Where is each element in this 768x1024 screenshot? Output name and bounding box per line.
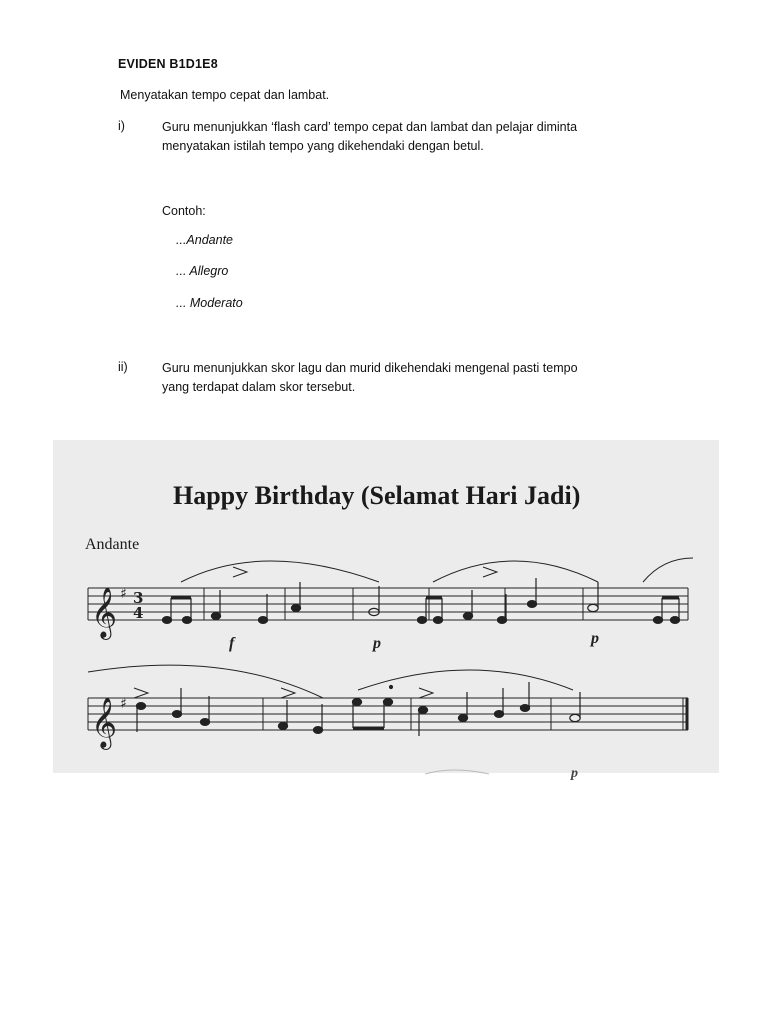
dynamic-forte: f — [229, 635, 235, 652]
example-item-moderato: ... Moderato — [176, 296, 243, 310]
sharp-icon: ♯ — [120, 586, 127, 602]
time-signature-bottom: 4 — [133, 604, 144, 622]
item-2-line-1: Guru menunjukkan skor lagu dan murid dikehendaki mengenal pasti tempo — [162, 361, 578, 375]
dynamic-piano: p — [571, 766, 578, 781]
scan-bleed-through — [425, 770, 489, 774]
score-title: Happy Birthday (Selamat Hari Jadi) — [173, 481, 581, 510]
example-item-allegro: ... Allegro — [176, 264, 229, 278]
music-score-image — [53, 440, 719, 781]
treble-clef-icon: 𝄞 — [91, 697, 118, 748]
document-heading: EVIDEN B1D1E8 — [118, 57, 218, 71]
item-2-line-2: yang terdapat dalam skor tersebut. — [162, 380, 356, 394]
example-item-andante: ...Andante — [176, 233, 233, 247]
sharp-icon: ♯ — [120, 696, 127, 712]
item-number-2: ii) — [118, 360, 128, 374]
score-notation — [53, 440, 719, 781]
score-tempo-marking: Andante — [85, 536, 140, 553]
lead-sentence: Menyatakan tempo cepat dan lambat. — [120, 88, 330, 102]
staff-1-notes — [162, 578, 679, 623]
time-signature-top: 3 — [133, 589, 144, 607]
dynamic-piano: p — [373, 635, 381, 652]
item-text-2 — [162, 359, 662, 397]
item-text-1 — [162, 118, 662, 156]
item-number-1: i) — [118, 119, 125, 133]
treble-clef-icon: 𝄞 — [91, 587, 118, 638]
item-1-line-2: menyatakan istilah tempo yang dikehendaki dengan betul. — [162, 139, 484, 153]
item-1-line-1: Guru menunjukkan ‘flash card’ tempo cepat dan lambat dan pelajar diminta — [162, 120, 578, 134]
examples-label: Contoh: — [162, 204, 206, 218]
dynamic-piano: p — [591, 630, 599, 647]
